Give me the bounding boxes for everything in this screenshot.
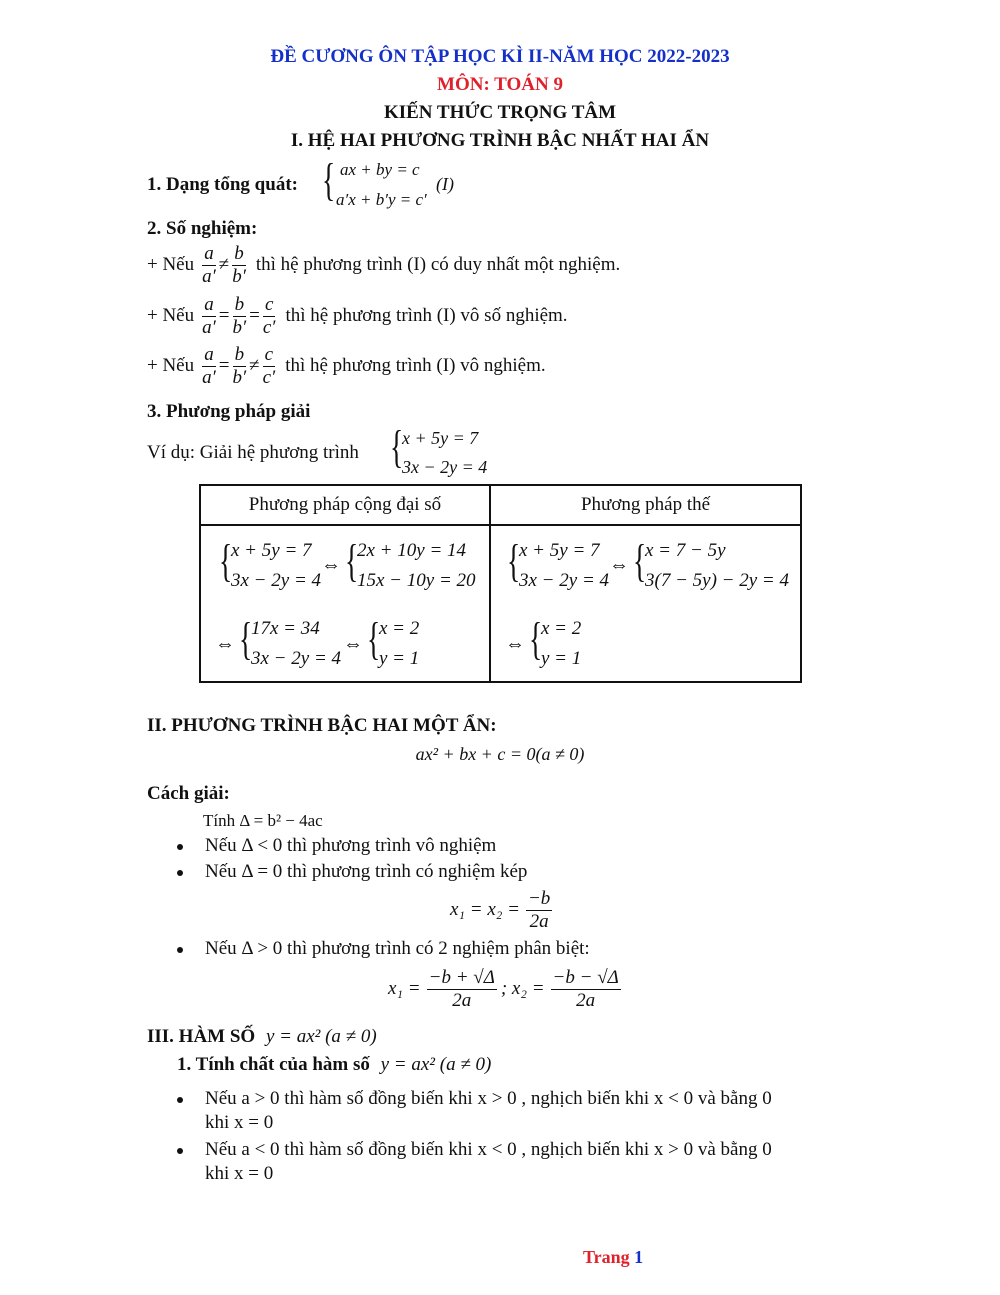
example-eq2: 3x − 2y = 4 <box>402 457 488 477</box>
condition-1: + Nếu $\frac{a}{a'}$ ≠ $\frac{b}{b'}$ thì hệ phương trình (I) có duy nhất một nghiệm. <box>147 242 621 287</box>
page-footer: Trang 1 <box>583 1247 644 1267</box>
sub-step3-eq1: x = 2 <box>541 618 582 639</box>
equiv-sign: ⇔ <box>505 633 525 655</box>
condition-3: + Nếu $\frac{a}{a'}$ = $\frac{b}{b'}$ ≠ $\frac{c}{c'}$ thì hệ phương trình (I) vô nghiệm. <box>147 343 546 388</box>
equiv-sign: ⇔ <box>343 633 363 655</box>
cond2-text: thì hệ phương trình (I) vô số nghiệm. <box>285 305 568 326</box>
sub-step1-eq2: 3x − 2y = 4 <box>519 570 610 591</box>
add-step1-eq1: x + 5y = 7 <box>231 540 312 561</box>
bullet-icon <box>177 1148 183 1154</box>
add-step2-eq2: 15x − 10y = 20 <box>357 570 476 591</box>
quadratic-equation: ax² + bx + c = 0(a ≠ 0) <box>415 744 585 764</box>
property-a-positive-line1: Nếu a > 0 thì hàm số đồng biến khi x > 0 , nghịch biến khi x < 0 và bằng 0 <box>205 1088 772 1109</box>
sub-step2-eq2: 3(7 − 5y) − 2y = 4 <box>645 570 789 591</box>
sub-step2-eq1: x = 7 − 5y <box>645 540 726 561</box>
add-step3-eq2: 3x − 2y = 4 <box>251 648 342 669</box>
section3-title: III. HÀM SỐ y = ax² (a ≠ 0) <box>147 1026 377 1047</box>
method-label-2: Cách giải: <box>147 783 230 804</box>
example-eq1: x + 5y = 7 <box>402 428 479 448</box>
add-step4-eq2: y = 1 <box>379 648 420 669</box>
system-brace: { <box>322 154 336 205</box>
property-a-negative-line2: khi x = 0 <box>205 1163 274 1184</box>
bullet-icon <box>177 870 183 876</box>
cond3-prefix: + Nếu <box>147 355 195 376</box>
sub-step3-eq2: y = 1 <box>541 648 582 669</box>
fraction-a-over-a-prime: $\frac{a}{a'}$ <box>202 242 216 287</box>
addition-method-cell: { x + 5y = 7 3x − 2y = 4 ⇔ { 2x + 10y = 14 15x − 10y = 20 ⇔ { 17x = 34 3x − 2y = 4 ⇔ { x = 2 y = 1 <box>200 525 490 682</box>
general-tag: (I) <box>436 174 454 194</box>
add-step4-eq1: x = 2 <box>379 618 420 639</box>
bullet-icon <box>177 1097 183 1103</box>
bullet-icon <box>177 844 183 850</box>
topic-heading: KIẾN THỨC TRỌNG TÂM <box>383 102 617 123</box>
add-step2-eq1: 2x + 10y = 14 <box>357 540 467 561</box>
cond1-prefix: + Nếu <box>147 254 195 275</box>
subject-label: MÔN: TOÁN 9 <box>437 74 563 95</box>
property-a-negative-line1: Nếu a < 0 thì hàm số đồng biến khi x < 0 , nghịch biến khi x > 0 và bằng 0 <box>205 1139 772 1160</box>
section1-title: I. HỆ HAI PHƯƠNG TRÌNH BẬC NHẤT HAI ẨN <box>290 130 710 151</box>
cond1-text: thì hệ phương trình (I) có duy nhất một nghiệm. <box>255 254 621 275</box>
general-form-label: 1. Dạng tổng quát: <box>147 174 298 195</box>
equiv-sign: ⇔ <box>609 554 629 576</box>
two-roots-formula: x₁ = $\frac{-b + √\Delta}{2a}$ ; x₂ = $\frac{-b - √\Delta}{2a}$ <box>388 966 619 1011</box>
section3-subtitle: 1. Tính chất của hàm số y = ax² (a ≠ 0) <box>177 1054 492 1075</box>
col-header-substitution: Phương pháp thế <box>490 485 801 525</box>
substitution-method-cell: { x + 5y = 7 3x − 2y = 4 ⇔ { x = 7 − 5y 3(7 − 5y) − 2y = 4 ⇔ { x = 2 y = 1 <box>490 525 801 682</box>
sub-step1-eq1: x + 5y = 7 <box>519 540 600 561</box>
doc-title: ĐỀ CƯƠNG ÔN TẬP HỌC KÌ II-NĂM HỌC 2022-2023 <box>270 46 730 67</box>
equiv-sign: ⇔ <box>321 554 341 576</box>
solutions-label: 2. Số nghiệm: <box>147 218 258 239</box>
general-eq1: ax + by = c <box>340 160 420 179</box>
condition-2: + Nếu $\frac{a}{a'}$ = $\frac{b}{b'}$ = $\frac{c}{c'}$ thì hệ phương trình (I) vô số nghiệm. <box>147 293 568 338</box>
fraction-b-over-b-prime: $\frac{b}{b'}$ <box>232 242 246 287</box>
case-negative: Nếu Δ < 0 thì phương trình vô nghiệm <box>205 835 497 856</box>
bullet-icon <box>177 947 183 953</box>
double-root-formula: x₁ = x₂ = $\frac{-b}{2a}$ <box>450 887 551 932</box>
delta-formula: Tính Δ = b² − 4ac <box>203 811 323 830</box>
methods-table <box>199 484 802 683</box>
example-label: Ví dụ: Giải hệ phương trình <box>147 442 359 463</box>
cond2-prefix: + Nếu <box>147 305 195 326</box>
section2-title: II. PHƯƠNG TRÌNH BẬC HAI MỘT ẨN: <box>147 715 497 736</box>
case-positive: Nếu Δ > 0 thì phương trình có 2 nghiệm phân biệt: <box>205 938 590 959</box>
general-eq2: a′x + b′y = c′ <box>336 190 427 209</box>
cond3-text: thì hệ phương trình (I) vô nghiệm. <box>285 355 546 376</box>
add-step3-eq1: 17x = 34 <box>251 618 320 639</box>
method-label: 3. Phương pháp giải <box>147 401 311 422</box>
equiv-sign: ⇔ <box>215 633 235 655</box>
property-a-positive-line2: khi x = 0 <box>205 1112 274 1133</box>
add-step1-eq2: 3x − 2y = 4 <box>231 570 322 591</box>
col-header-addition: Phương pháp cộng đại số <box>200 485 490 525</box>
case-zero: Nếu Δ = 0 thì phương trình có nghiệm kép <box>205 861 528 882</box>
